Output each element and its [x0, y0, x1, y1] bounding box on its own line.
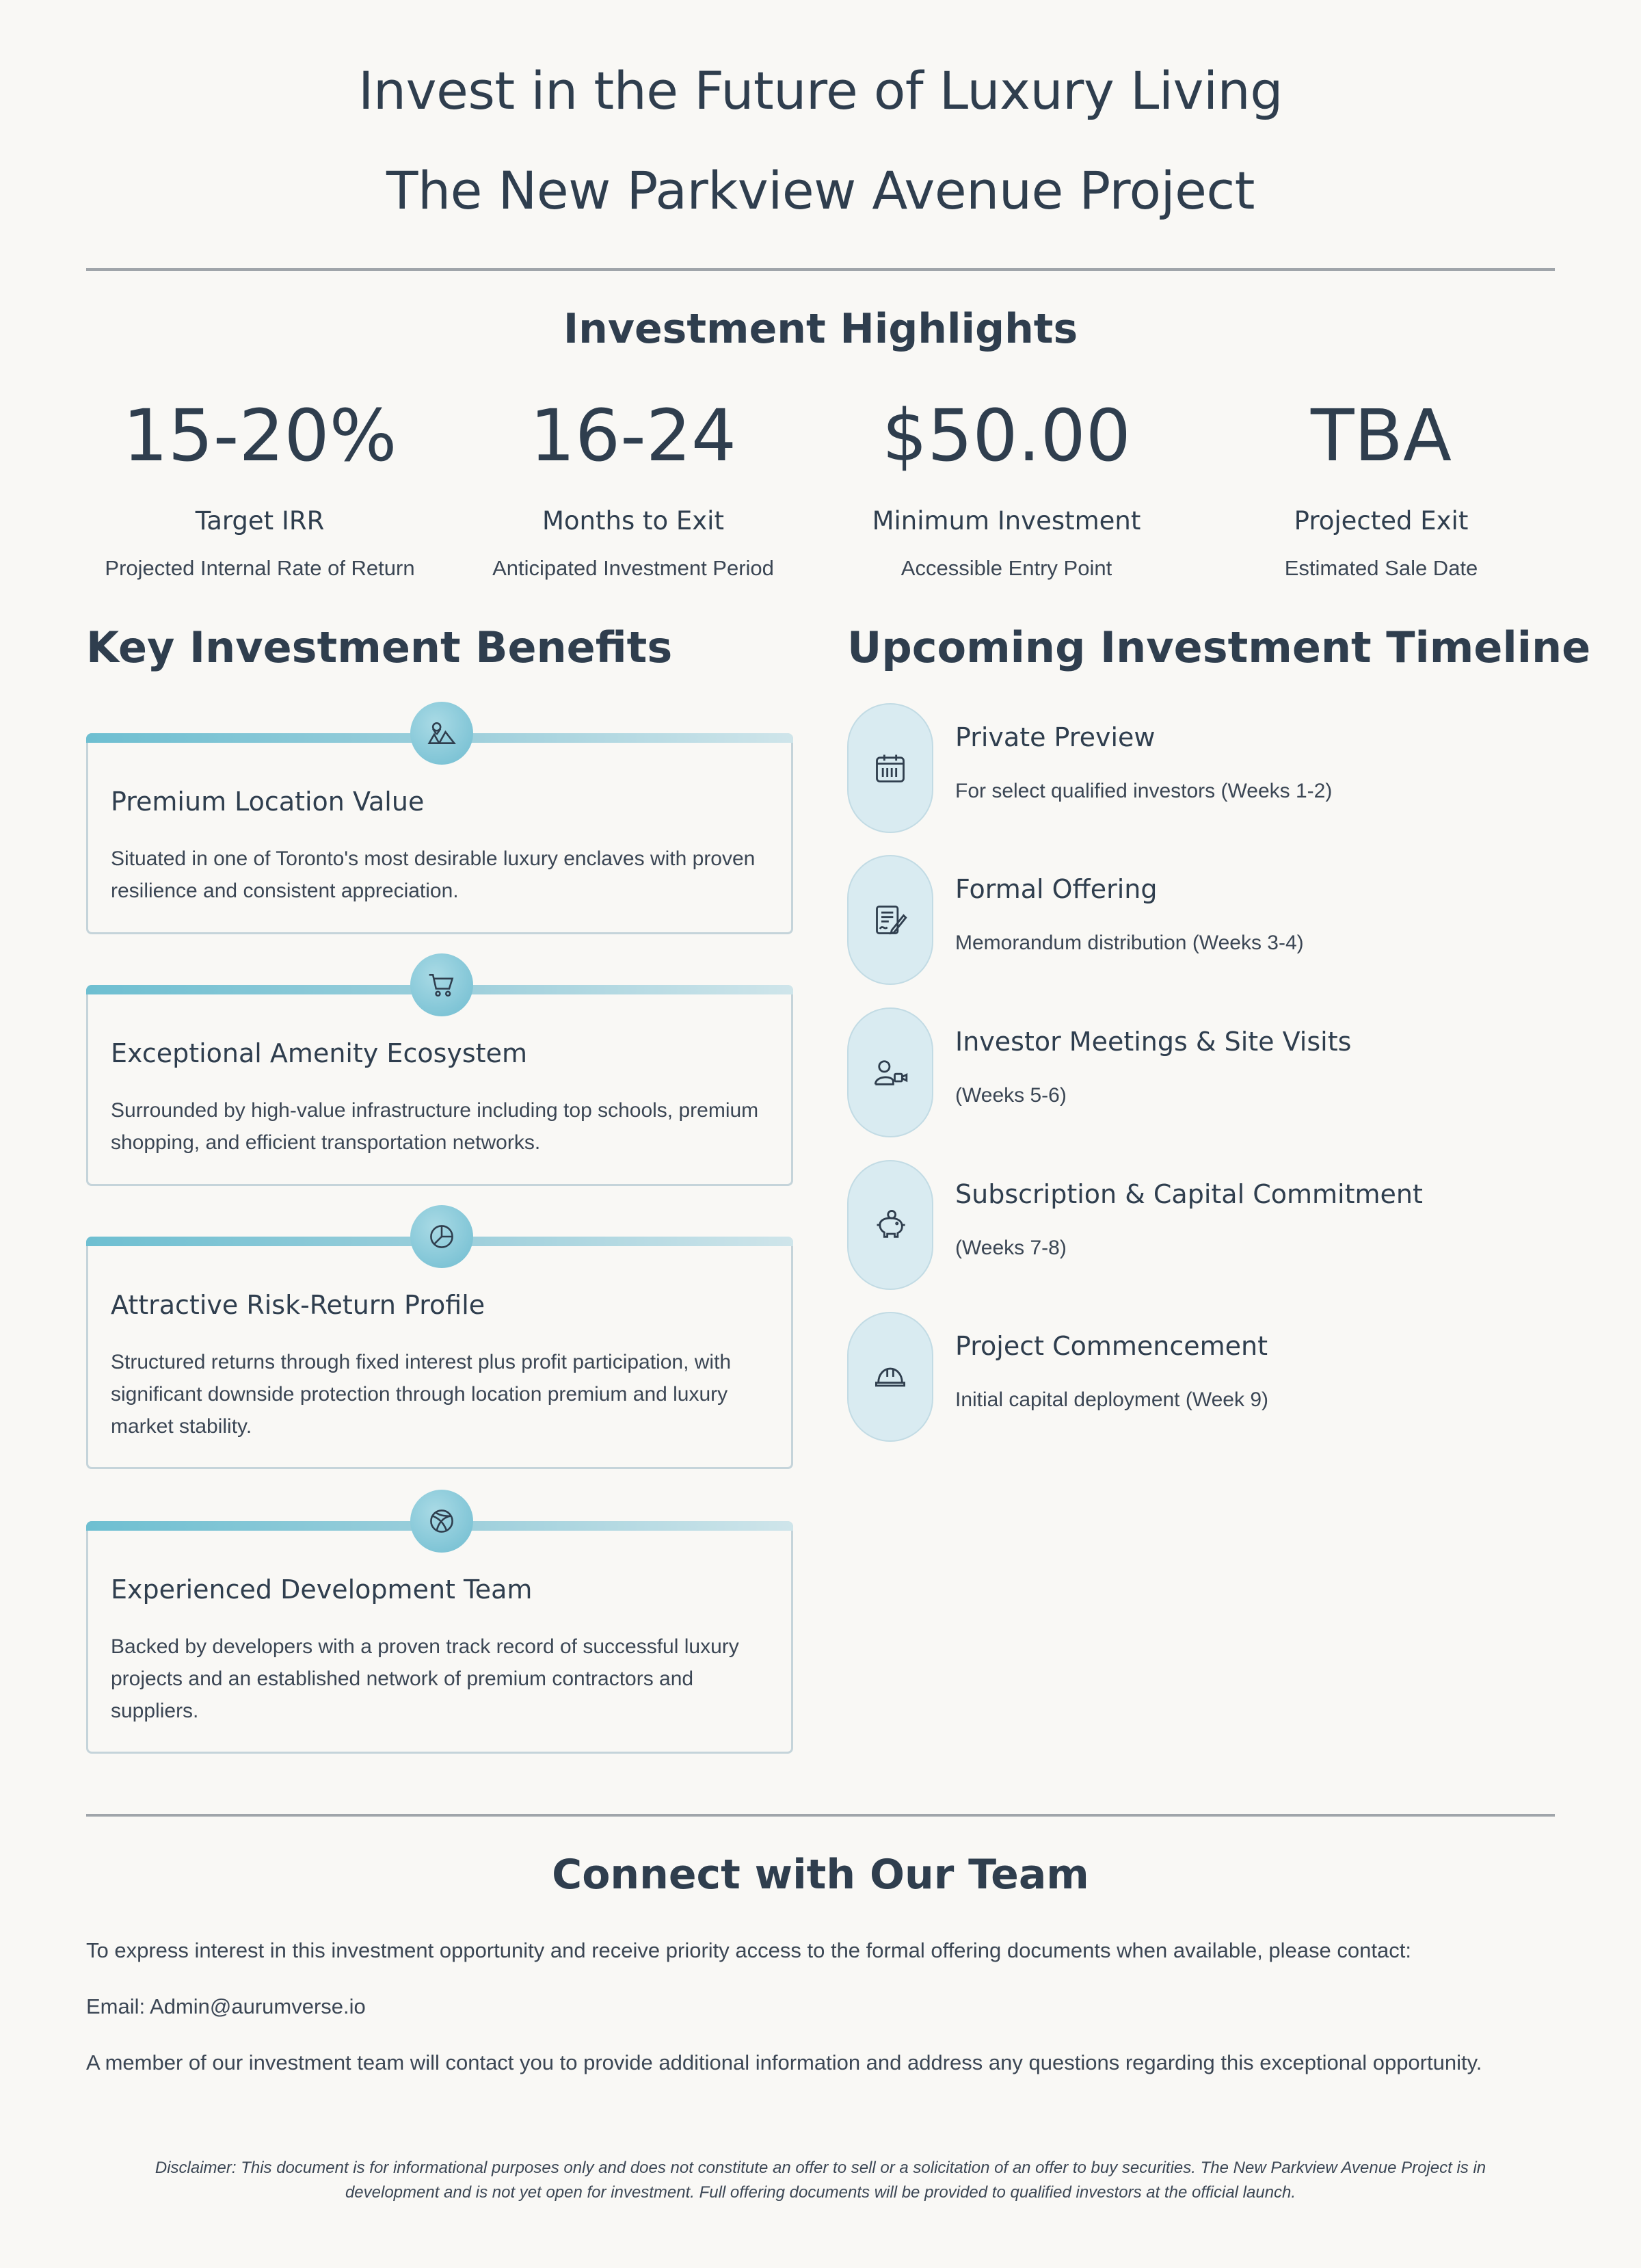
- timeline-title: Private Preview: [955, 722, 1156, 752]
- bottom-divider: [86, 1814, 1555, 1817]
- timeline-item-investor-meetings: [847, 1007, 1599, 1137]
- stat-subtext: Estimated Sale Date: [1284, 556, 1478, 580]
- benefits-heading: Key Investment Benefits: [86, 622, 673, 672]
- stat-projected-exit: [1210, 391, 1552, 581]
- timeline-title: Investor Meetings & Site Visits: [955, 1027, 1352, 1057]
- timeline-description: For select qualified investors (Weeks 1-2): [955, 780, 1333, 802]
- page-title: Invest in the Future of Luxury Living: [358, 60, 1283, 121]
- benefit-card-amenity: [86, 985, 793, 1186]
- contact-followup: A member of our investment team will contact you to provide additional information and address any questions regarding this exceptional opportunity.: [86, 2051, 1482, 2074]
- stat-value: 16-24: [529, 394, 737, 477]
- stat-value: 15-20%: [122, 394, 397, 477]
- map-location-icon: [410, 702, 473, 765]
- stat-value: $50.00: [882, 394, 1131, 477]
- card-description: Backed by developers with a proven track record of successful luxury projects and an established network of premium contractors and suppliers.: [111, 1635, 739, 1722]
- timeline-title: Project Commencement: [955, 1331, 1268, 1361]
- pie-chart-icon: [410, 1205, 473, 1268]
- calendar-icon: [847, 703, 933, 833]
- stat-label: Minimum Investment: [872, 506, 1141, 536]
- timeline-description: (Weeks 5-6): [955, 1084, 1067, 1107]
- stat-subtext: Projected Internal Rate of Return: [105, 556, 415, 580]
- timeline-description: Memorandum distribution (Weeks 3-4): [955, 932, 1304, 954]
- timeline-item-formal-offering: [847, 855, 1599, 985]
- document-signature-icon: [847, 855, 933, 985]
- contact-intro: To express interest in this investment opportunity and receive priority access to the formal offering documents when available, please contact:: [86, 1938, 1411, 1962]
- timeline-item-project-commencement: [847, 1312, 1599, 1442]
- card-title: Experienced Development Team: [111, 1574, 533, 1605]
- stat-subtext: Accessible Entry Point: [900, 556, 1112, 580]
- benefit-card-location: [86, 733, 793, 934]
- shopping-cart-icon: [410, 953, 473, 1016]
- video-meeting-icon: [847, 1007, 933, 1137]
- page-subtitle: The New Parkview Avenue Project: [386, 160, 1255, 221]
- piggy-bank-icon: [847, 1160, 933, 1290]
- card-description: Situated in one of Toronto's most desirable luxury enclaves with proven resilience and consistent appreciation.: [111, 847, 756, 902]
- timeline-description: Initial capital deployment (Week 9): [955, 1388, 1268, 1411]
- stat-label: Projected Exit: [1294, 506, 1469, 536]
- hard-hat-icon: [847, 1312, 933, 1442]
- card-description: Structured returns through fixed interest plus profit participation, with significant downside protection through location premium and luxury market stability.: [111, 1351, 732, 1438]
- benefit-card-risk-return: [86, 1237, 793, 1469]
- timeline-description: (Weeks 7-8): [955, 1237, 1067, 1259]
- team-network-icon: [410, 1490, 473, 1553]
- card-title: Premium Location Value: [111, 787, 425, 817]
- timeline-item-private-preview: [847, 703, 1599, 833]
- stat-minimum-investment: [836, 391, 1177, 581]
- card-description: Surrounded by high-value infrastructure including top schools, premium shopping, and efficient transportation networks.: [111, 1099, 759, 1154]
- disclaimer: Disclaimer: This document is for informational purposes only and does not constitute an offer to sell or a solicitation of an offer to buy securities. The New Parkview Avenue Project is in development and is not yet open for investment. Full offering documents will be provided to qualified investors at the official launch.: [155, 2159, 1486, 2202]
- top-divider: [86, 268, 1555, 271]
- benefit-card-team: [86, 1521, 793, 1754]
- stat-target-irr: [89, 391, 431, 581]
- stat-value: TBA: [1310, 394, 1452, 477]
- contact-heading: Connect with Our Team: [552, 1851, 1089, 1899]
- stat-subtext: Anticipated Investment Period: [492, 556, 774, 580]
- timeline-item-subscription: [847, 1160, 1599, 1290]
- card-title: Exceptional Amenity Ecosystem: [111, 1038, 527, 1068]
- stat-label: Target IRR: [195, 506, 325, 536]
- stat-label: Months to Exit: [542, 506, 724, 536]
- stat-months-to-exit: [462, 391, 804, 581]
- timeline-title: Subscription & Capital Commitment: [955, 1179, 1423, 1209]
- contact-email[interactable]: Email: Admin@aurumverse.io: [86, 1994, 366, 2018]
- timeline-title: Formal Offering: [955, 874, 1158, 904]
- timeline-heading: Upcoming Investment Timeline: [847, 622, 1591, 672]
- card-title: Attractive Risk-Return Profile: [111, 1290, 485, 1320]
- highlights-heading: Investment Highlights: [563, 305, 1078, 353]
